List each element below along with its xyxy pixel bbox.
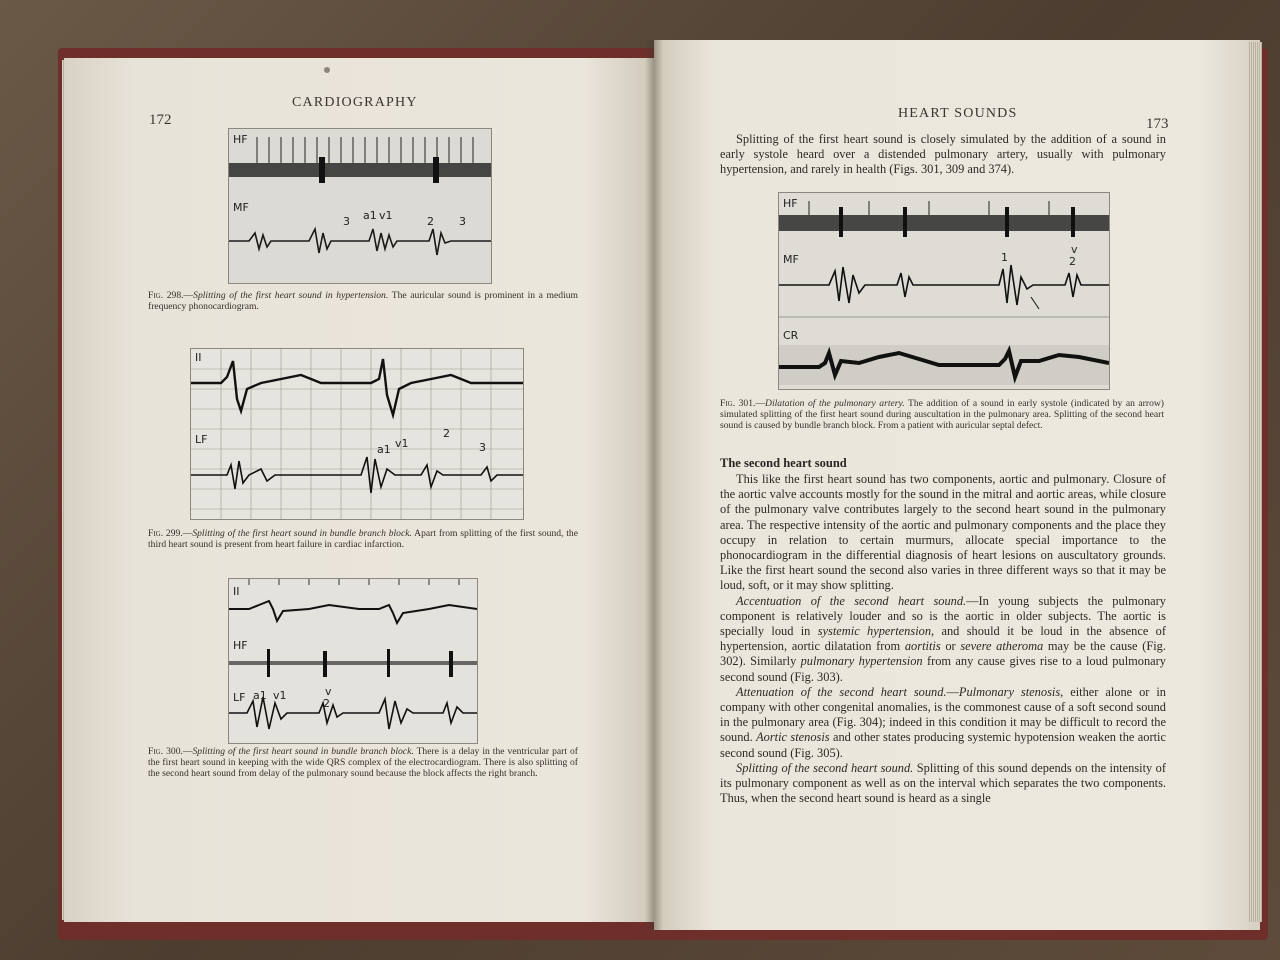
caption-label: Fig. 299. xyxy=(148,528,183,539)
marker-v1: v1 xyxy=(395,437,409,450)
trace-label-lf: LF xyxy=(195,433,208,446)
paragraph-2-em-4: pulmonary hypertension xyxy=(800,654,923,669)
paragraph-2 xyxy=(720,594,1166,685)
paragraph-3-text-b: , either alone or in company with other congenital anomalies, is the commonest cause of a soft second sound in the pulmonary area (Fig. 304); indeed in this condition it may be difficult to record the sound. xyxy=(720,684,1167,745)
right-page xyxy=(654,40,1260,930)
marker-3b: 3 xyxy=(459,215,466,228)
paragraph-2-text-d: may be the cause (Fig. 302). Similarly xyxy=(720,639,1166,669)
figure-299-caption: Fig. 299.—Splitting of the first heart sound in bundle branch block. Apart from splitting of the first sound, the third heart sound is present from heart failure in cardiac infarction. xyxy=(148,528,578,550)
trace-label-hf: HF xyxy=(783,197,798,210)
paragraph-4 xyxy=(720,761,1166,807)
caption-title: Splitting of the first heart sound in hypertension. xyxy=(193,290,389,301)
section-heading: The second heart sound xyxy=(720,456,847,470)
caption-title: Splitting of the first heart sound in bundle branch block. xyxy=(192,746,414,757)
caption-text: The auricular sound is prominent in a medium frequency phonocardiogram. xyxy=(148,290,579,312)
paragraph-1: This like the first heart sound has two components, aortic and pulmonary. Closure of the aortic valve accounts mostly for the sound in the mitral and aortic areas, while closure of the pulmonary valve contributes largely to the second heart sound in the pulmonary area. The respective intensity of the aortic and pulmonary components and the place they occupy in relation to certain murmurs, allocate special importance to the phonocardiogram in the differential diagnosis of heart lesions on auscultatory grounds. Like the first heart sound the second also varies in three different ways so that it may be loud, soft, or it may show splitting. xyxy=(720,472,1166,593)
paragraph-3-title: Attenuation of the second heart sound. xyxy=(736,684,947,699)
electrocardiogram-299 xyxy=(191,349,523,519)
trace-label-hf: HF xyxy=(233,639,248,652)
figure-301 xyxy=(778,192,1110,390)
marker-v1: v1 xyxy=(379,209,393,222)
figure-300-caption: Fig. 300.—Splitting of the first heart sound in bundle branch block. There is a delay in the ventricular part of the first heart sound in keeping with the wide QRS complex of the electrocardiogram. There is also splitting of the second heart sound from delay of the pulmonary sound because the block affects the right branch. xyxy=(148,746,578,779)
page-edges-right xyxy=(1248,42,1262,922)
paragraph-2-text-e: from any cause gives rise to a loud pulmonary second sound (Fig. 303). xyxy=(720,654,1166,684)
paragraph-3-text-a: — xyxy=(946,684,959,699)
left-page xyxy=(64,58,654,922)
paragraph-2-em-1: systemic hypertension xyxy=(817,624,932,639)
marker-3: 3 xyxy=(343,215,350,228)
figure-298 xyxy=(228,128,492,284)
page-number: 173 xyxy=(1146,116,1169,132)
caption-title: Dilatation of the pulmonary artery. xyxy=(765,398,905,409)
paragraph-4-text-a: Splitting of this sound depends on the intensity of its pulmonary component as well as on the interval which separates the two components. Thus, when the second heart sound is heard as a single xyxy=(720,760,1166,806)
caption-text: There is a delay in the ventricular part of the first heart sound in keeping with the wide QRS complex of the electrocardiogram. There is also splitting of the second heart sound from delay of the pulmonary sound because the block affects the right branch. xyxy=(148,746,578,779)
figure-299 xyxy=(190,348,524,520)
page-number: 172 xyxy=(149,112,172,128)
marker-a1: a1 xyxy=(253,689,267,702)
paragraph-3-em-1: Pulmonary stenosis xyxy=(958,684,1061,699)
trace-label-mf: MF xyxy=(783,253,799,266)
marker-v: v xyxy=(1071,243,1078,256)
phonocardiogram-300 xyxy=(229,579,477,743)
marker-2: 2 xyxy=(427,215,434,228)
paragraph-2-text-c: or xyxy=(940,639,961,654)
caption-label: Fig. 301. xyxy=(720,398,756,409)
paragraph-2-em-3: severe atheroma xyxy=(960,639,1044,654)
paragraph-3 xyxy=(720,685,1166,761)
page-mark xyxy=(324,67,330,73)
marker-a1: a1 xyxy=(363,209,377,222)
caption-text: Apart from splitting of the first sound, the third heart sound is present from heart failure in cardiac infarction. xyxy=(148,528,578,550)
paragraph-2-text-b: , and should it be loud in the absence of hypertension, aortic dilatation from xyxy=(720,624,1167,654)
trace-label-hf: HF xyxy=(233,133,248,146)
paragraph-2-em-2: aortitis xyxy=(904,639,941,654)
phonocardiogram-301 xyxy=(779,193,1109,389)
intro-text: Splitting of the first heart sound is closely simulated by the addition of a sound in early systole heard over a distended pulmonary artery, usually with pulmonary hypertension, and rarely in health (Figs. 301, 309 and 374). xyxy=(720,132,1166,177)
figure-300 xyxy=(228,578,478,744)
caption-text: The addition of a sound in early systole (indicated by an arrow) simulated splitting of the first heart sound during auscultation in the pulmonary area. Splitting of the second heart sound is caused by bundle branch block. From a patient with auricular septal defect. xyxy=(720,398,1164,431)
intro-paragraph xyxy=(720,132,1166,178)
trace-label-mf: MF xyxy=(233,201,249,214)
marker-3: 3 xyxy=(479,441,486,454)
running-head: CARDIOGRAPHY xyxy=(292,95,418,110)
figure-298-caption: Fig. 298.—Splitting of the first heart sound in hypertension. The auricular sound is prominent in a medium frequency phonocardiogram. xyxy=(148,290,579,312)
marker-1: 1 xyxy=(1001,251,1008,264)
trace-label-ii: II xyxy=(233,585,240,598)
marker-2: 2 xyxy=(443,427,450,440)
caption-label: Fig. 298. xyxy=(148,290,184,301)
marker-2: 2 xyxy=(323,697,330,710)
paragraph-3-text-c: and other states producing systemic hypotension weaken the aortic second sound (Fig. 305). xyxy=(720,730,1166,760)
caption-label: Fig. 300. xyxy=(148,746,183,757)
caption-title: Splitting of the first heart sound in bundle branch block. xyxy=(192,528,412,539)
paragraph-4-title: Splitting of the second heart sound. xyxy=(736,760,914,775)
trace-label-lf: LF xyxy=(233,691,246,704)
phonocardiogram-298 xyxy=(229,129,491,283)
book-gutter xyxy=(645,40,663,930)
paragraph-2-title: Accentuation of the second heart sound. xyxy=(736,593,967,608)
section-body xyxy=(720,472,1166,806)
marker-2: 2 xyxy=(1069,255,1076,268)
trace-label-cr: CR xyxy=(783,329,799,342)
running-head: HEART SOUNDS xyxy=(898,106,1018,121)
trace-label-ii: II xyxy=(195,351,202,364)
paragraph-3-em-2: Aortic stenosis xyxy=(756,730,830,745)
marker-v: v xyxy=(325,685,332,698)
marker-v1: v1 xyxy=(273,689,287,702)
marker-a1: a1 xyxy=(377,443,391,456)
figure-301-caption: Fig. 301.—Dilatation of the pulmonary artery. The addition of a sound in early systole (indicated by an arrow) simulated splitting of the first heart sound during auscultation in the pulmonary area. Splitting of the second heart sound is caused by bundle branch block. From a patient with auricular septal defect. xyxy=(720,398,1164,431)
paragraph-2-text-a: —In young subjects the pulmonary component is relatively louder and so is the aortic in older subjects. The aortic is specially loud in xyxy=(720,593,1166,639)
